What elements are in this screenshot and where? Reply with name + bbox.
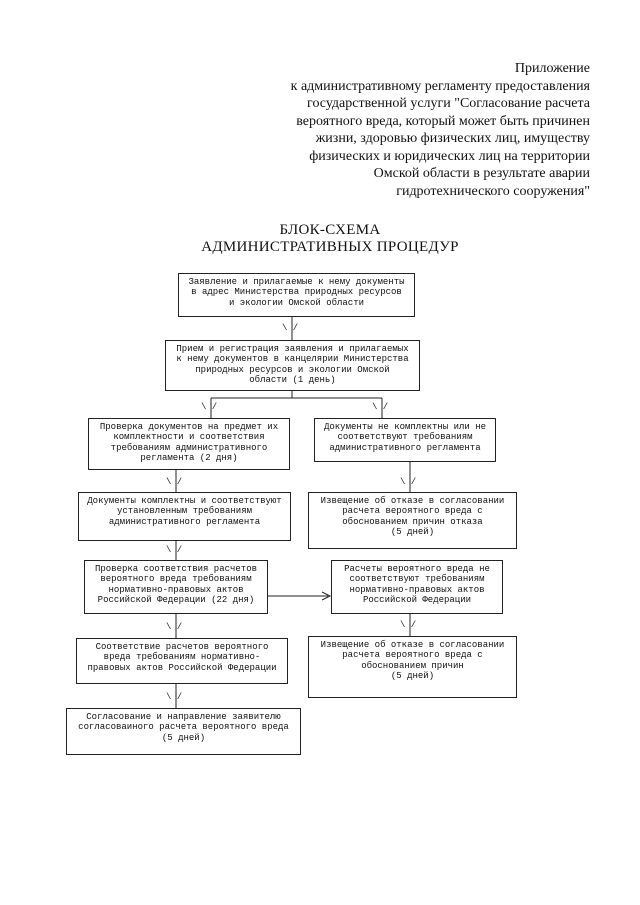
incomplete-documents-box: Документы не комплектны или не соответствуют требованиям административного регламента bbox=[314, 418, 496, 462]
header-line: государственной услуги "Согласование расчета bbox=[307, 96, 590, 111]
header-line: жизни, здоровью физических лиц, имуществу bbox=[315, 131, 590, 146]
down-arrow-icon: \ / bbox=[400, 620, 417, 630]
application-box: Заявление и прилагаемые к нему документы в адрес Министерства природных ресурсов и экологии Омской области bbox=[178, 273, 415, 317]
header-line: Омской области в результате аварии bbox=[373, 166, 590, 181]
header-line: к административному регламенту предоставления bbox=[290, 78, 590, 94]
header-line: Приложение bbox=[514, 61, 590, 76]
down-arrow-icon: \ / bbox=[166, 692, 183, 702]
down-arrow-icon: \ / bbox=[166, 622, 183, 632]
down-arrow-icon: \ / bbox=[400, 477, 417, 487]
noncompliant-calculation-box: Расчеты вероятного вреда не соответствуют требованиям нормативно-правовых актов Российской Федерации bbox=[331, 560, 503, 614]
complete-documents-box: Документы комплектны и соответствуют установленным требованиям административного регламента bbox=[78, 492, 291, 541]
down-arrow-icon: \ / bbox=[282, 323, 299, 333]
down-arrow-icon: \ / bbox=[166, 545, 183, 555]
header-line: гидротехнического сооружения" bbox=[396, 183, 590, 199]
compliant-calculation-box: Соответствие расчетов вероятного вреда требованиям нормативно- правовых актов Российской Федерации bbox=[76, 638, 288, 684]
compliance-check-box: Проверка соответствия расчетов вероятного вреда требованиям нормативно-правовых актов Российской Федерации (22 дня) bbox=[84, 560, 268, 614]
registration-box: Прием и регистрация заявления и прилагаемых к нему документов в канцелярии Министерства природных ресурсов и экологии Омской области (1 день) bbox=[165, 340, 420, 391]
refusal-notice-box: Извещение об отказе в согласовании расчета вероятного вреда с обоснованием причин отказа (5 дней) bbox=[308, 492, 517, 549]
header-line: вероятного вреда, который может быть причинен bbox=[296, 113, 590, 129]
flowchart-title: БЛОК-СХЕМА bbox=[279, 222, 381, 238]
flowchart-subtitle: АДМИНИСТРАТИВНЫХ ПРОЦЕДУР bbox=[201, 239, 459, 255]
completeness-check-box: Проверка документов на предмет их комплектности и соответствия требованиям административного регламента (2 дня) bbox=[88, 418, 290, 470]
down-arrow-icon: \ / bbox=[201, 402, 218, 412]
approval-box: Согласование и направление заявителю согласоваиного расчета вероятного вреда (5 дней) bbox=[66, 708, 301, 755]
header-line: физических и юридических лиц на территории bbox=[309, 148, 590, 164]
down-arrow-icon: \ / bbox=[372, 402, 389, 412]
down-arrow-icon: \ / bbox=[166, 477, 183, 487]
refusal-notice-box: Извещение об отказе в согласовании расчета вероятного вреда с обоснованием причин (5 дней) bbox=[308, 636, 517, 698]
